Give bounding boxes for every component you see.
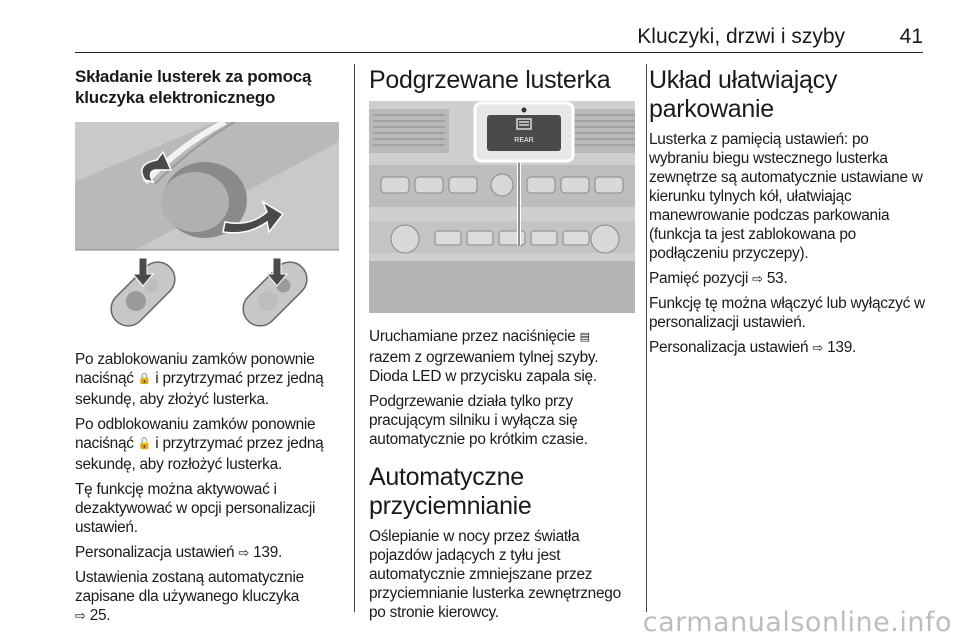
column-mirror-folding bbox=[75, 66, 343, 631]
paragraph-heated-engine: Podgrzewanie działa tylko przy pracującym silniku i wyłącza się automatycznie po krótkim czasie. bbox=[369, 393, 588, 448]
lock-icon: 🔒 bbox=[137, 373, 152, 385]
reference-arrow-icon: ⇨ bbox=[238, 545, 250, 560]
page-reference-link[interactable]: 25. bbox=[89, 607, 111, 624]
column-divider-1 bbox=[354, 64, 355, 612]
paragraph-heated-activation: Uruchamiane przez naciśnięcie ▤ razem z ogrzewaniem tylnej szyby. Dioda LED w przycisku zapala się. bbox=[369, 328, 599, 385]
chapter-title: Kluczyki, drzwi i szyby bbox=[637, 25, 845, 48]
paragraph-parking-memory: Lusterka z pamięcią ustawień: po wybraniu biegu wstecznego lusterka zewnętrze są automatycznie ustawiane w kierunku tylnych kół, ułatwiając manewrowanie podczas parkowania (funkcja ta jest zablokowana po podłączeniu przyczepy). bbox=[649, 131, 923, 262]
section-heading-dimming: Automatyczne przyciemnianie bbox=[369, 463, 532, 520]
page-number: 41 bbox=[899, 25, 923, 48]
paragraph-unfold: Po odblokowaniu zamków ponownie naciśnąć 🔓 i przytrzymać przez jedną sekundę, aby rozłożyć lusterka. bbox=[75, 416, 324, 473]
rear-window-heater-icon: ▤ bbox=[579, 331, 590, 343]
paragraph-activation: Tę funkcję można aktywować i dezaktywować w opcji personalizacji ustawień. bbox=[75, 481, 316, 536]
paragraph-position-memory-ref: Pamięć pozycji ⇨ 53. bbox=[649, 270, 788, 287]
paragraph-enable-disable: Funkcję tę można włączyć lub wyłączyć w personalizacji ustawień. bbox=[649, 295, 925, 331]
paragraph-key-memory: Ustawienia zostaną automatycznie zapisane dla używanego kluczyka ⇨ 25. bbox=[75, 569, 304, 624]
page-header bbox=[75, 24, 923, 53]
reference-arrow-icon: ⇨ bbox=[75, 608, 86, 623]
column-divider-2 bbox=[646, 64, 647, 612]
paragraph-fold: Po zablokowaniu zamków ponownie naciśnąć 🔒 i przytrzymać przez jedną sekundę, aby złożyć lusterka. bbox=[75, 351, 324, 408]
page-reference-link[interactable]: 139. bbox=[253, 544, 283, 561]
watermark: carmanualsonline.info bbox=[642, 607, 952, 638]
paragraph-personalization-ref: Personalizacja ustawień ⇨ 139. bbox=[75, 544, 283, 561]
section-heading-heated: Podgrzewane lusterka bbox=[369, 66, 611, 94]
illustration-climate-panel bbox=[369, 101, 635, 313]
column-heated-mirrors bbox=[369, 66, 635, 628]
rear-button-label: REAR bbox=[514, 137, 534, 144]
reference-arrow-icon: ⇨ bbox=[812, 340, 824, 355]
reference-arrow-icon: ⇨ bbox=[752, 271, 763, 286]
page-reference-link[interactable]: 139. bbox=[827, 339, 857, 356]
unlock-icon: 🔓 bbox=[137, 438, 152, 450]
paragraph-dimming: Oślepianie w nocy przez światła pojazdów jadących z tyłu jest automatycznie zmniejszane przez przyciemnianie lusterka zewnętrznego po stronie kierowcy. bbox=[369, 528, 621, 621]
page-reference-link[interactable]: 53. bbox=[766, 270, 788, 287]
section-heading-folding: Składanie lusterek za pomocą kluczyka elektronicznego bbox=[75, 67, 312, 107]
paragraph-personalization-ref: Personalizacja ustawień ⇨ 139. bbox=[649, 339, 857, 356]
section-heading-parking: Układ ułatwiający parkowanie bbox=[649, 66, 838, 123]
column-parking-aid bbox=[649, 66, 927, 363]
illustration-folding-mirror bbox=[75, 122, 339, 335]
